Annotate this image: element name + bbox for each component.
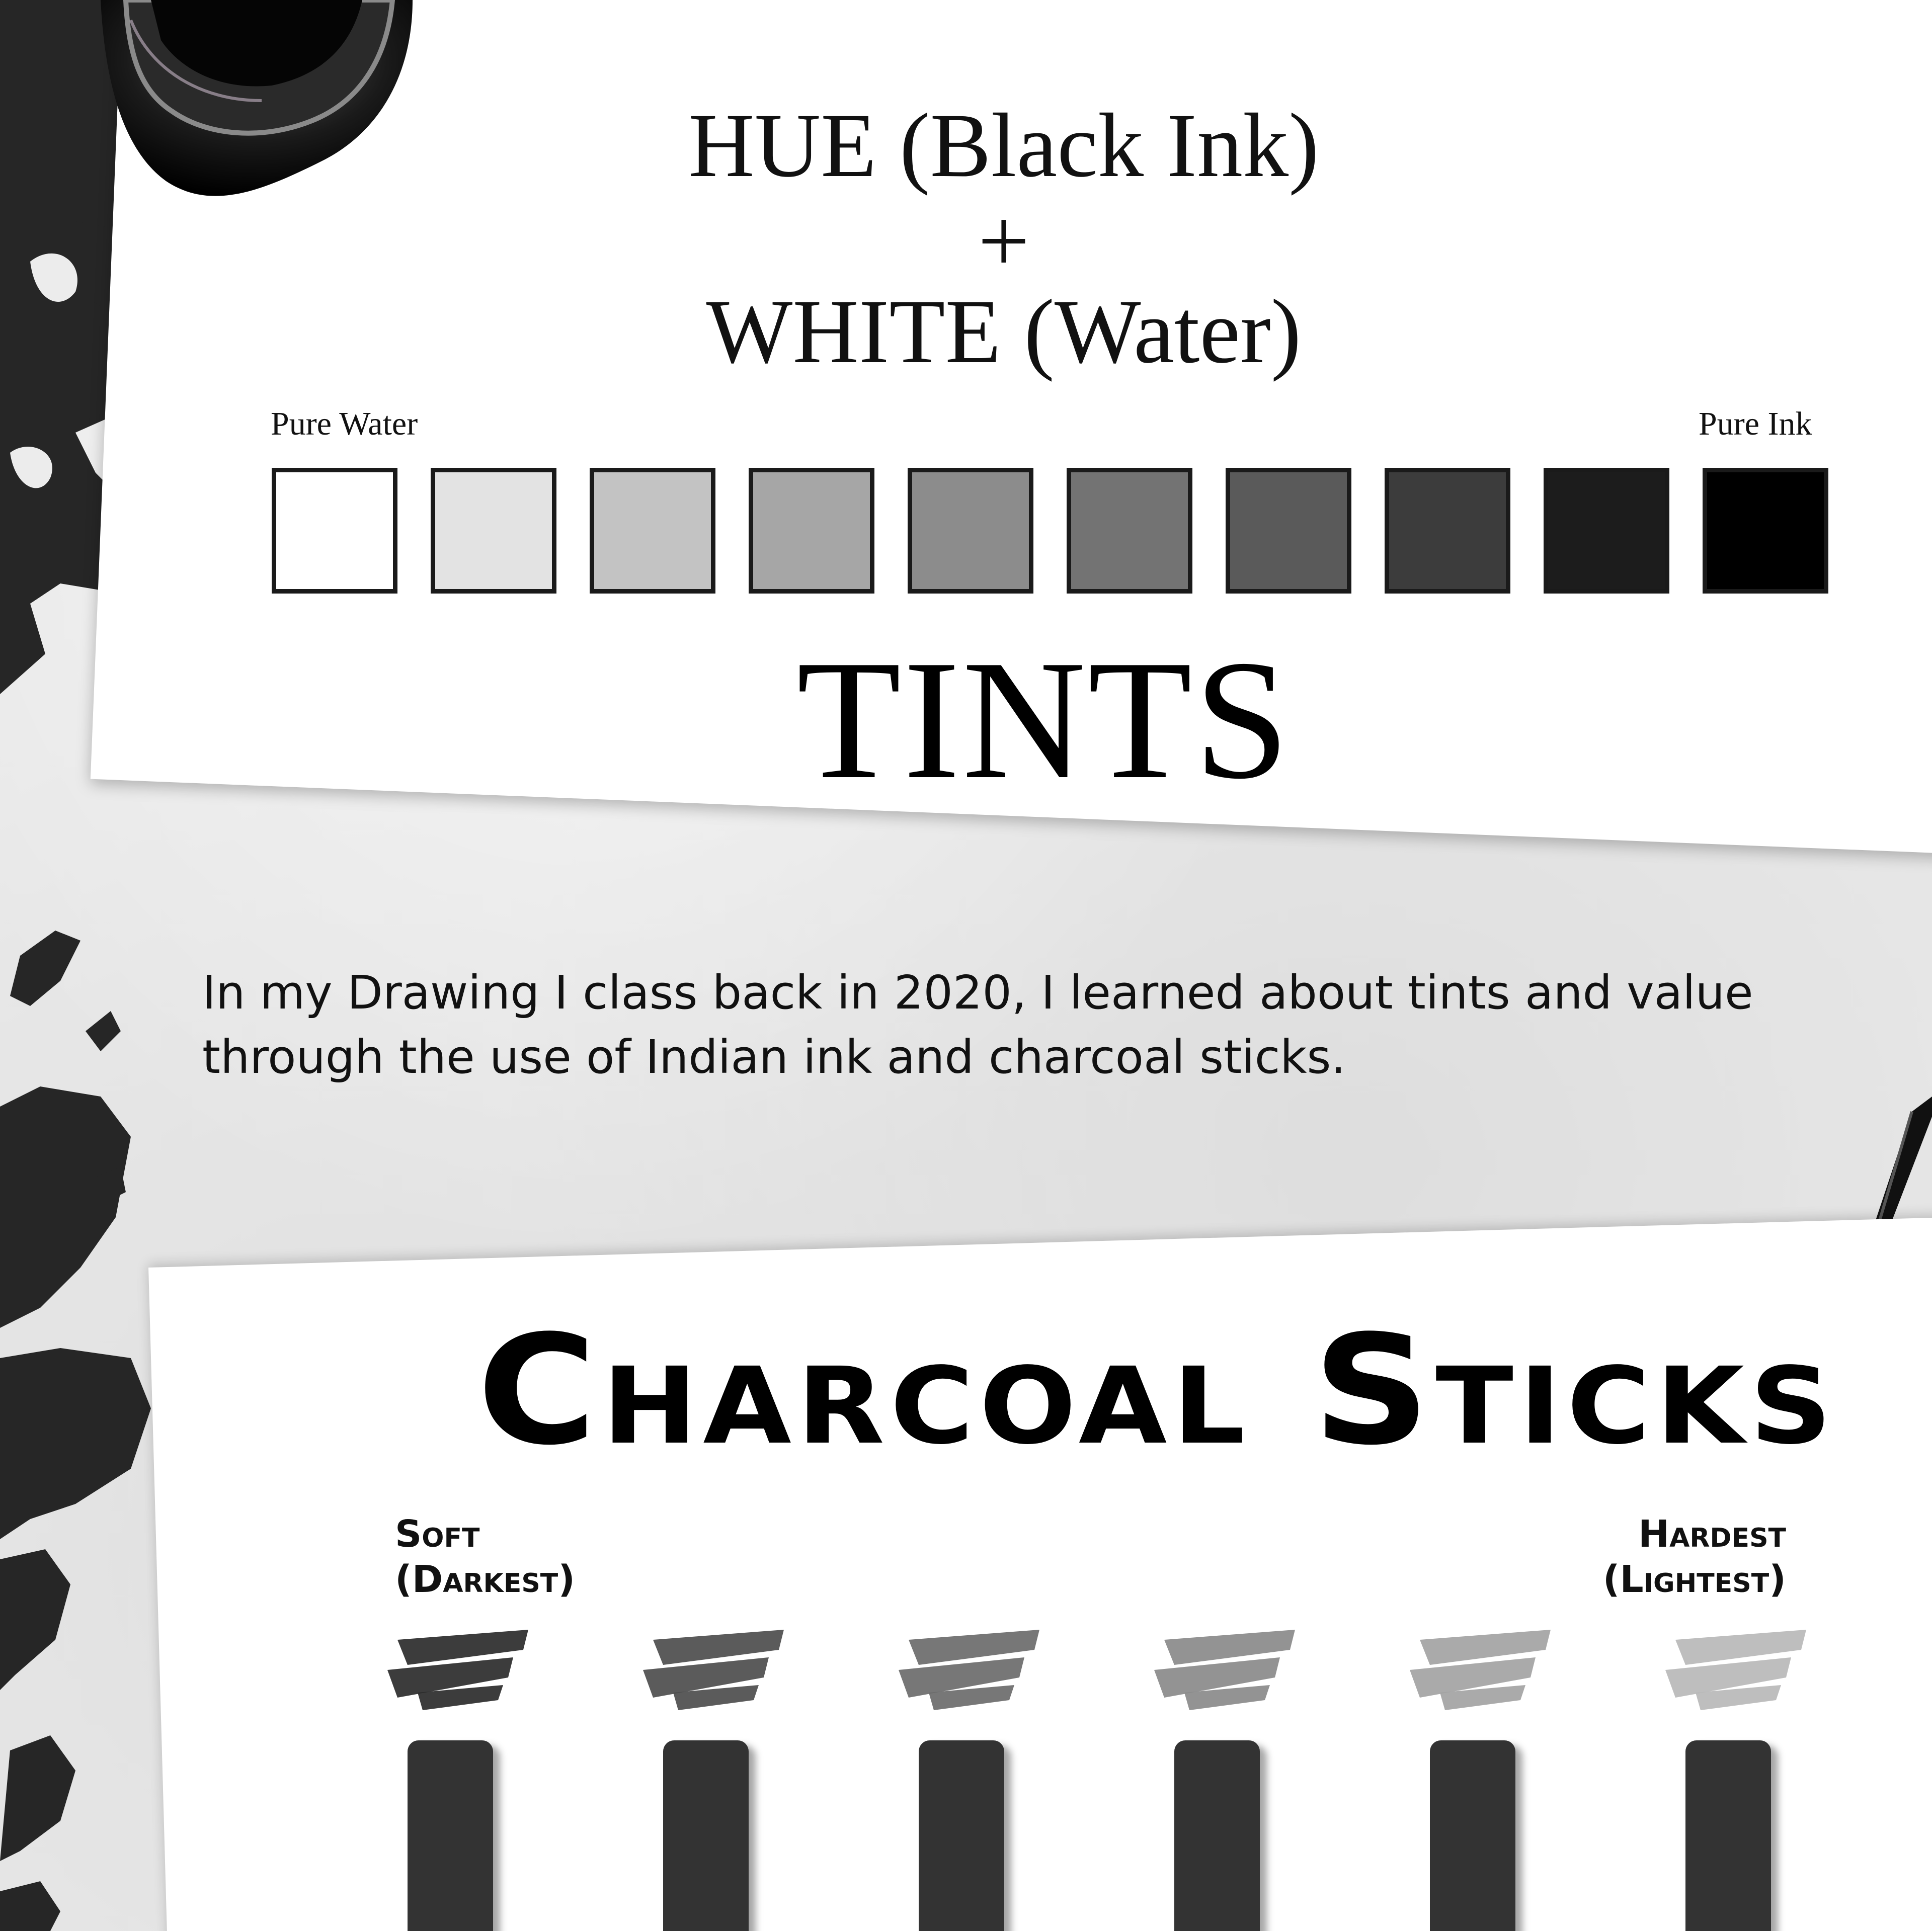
charcoal-stick: [408, 1740, 493, 1931]
tint-swatch: [1385, 468, 1510, 594]
tint-swatch: [1067, 468, 1192, 594]
tint-swatch: [590, 468, 715, 594]
charcoal-smudge: [1665, 1630, 1806, 1710]
charcoal-smudge: [1410, 1630, 1551, 1710]
charcoal-smudge: [387, 1630, 528, 1710]
charcoal-smudge: [1154, 1630, 1295, 1710]
charcoal-smudge-row: [0, 1610, 1932, 1730]
tint-swatch: [1544, 468, 1669, 594]
tint-swatch: [1703, 468, 1828, 594]
soft-label: Soft: [395, 1513, 480, 1556]
tint-swatch: [908, 468, 1033, 594]
charcoal-stick: [1430, 1740, 1515, 1931]
hue-title: HUE (Black Ink): [688, 95, 1319, 196]
tint-swatch: [749, 468, 874, 594]
charcoal-stick: [919, 1740, 1004, 1931]
soft-sublabel: (Darkest): [395, 1558, 576, 1601]
ink-jar-image: [0, 0, 453, 251]
charcoal-smudge: [899, 1630, 1039, 1710]
charcoal-stick: [1174, 1740, 1260, 1931]
charcoal-smudge: [643, 1630, 784, 1710]
pure-water-label: Pure Water: [271, 405, 418, 442]
pure-ink-label: Pure Ink: [1699, 405, 1812, 442]
hardest-label: Hardest: [1638, 1513, 1786, 1556]
tint-swatch: [1226, 468, 1351, 594]
charcoal-stick: [1685, 1740, 1771, 1931]
white-title: WHITE (Water): [706, 281, 1302, 382]
charcoal-stick-row: [0, 1740, 1932, 1931]
plus-sign: +: [978, 191, 1030, 292]
charcoal-stick: [663, 1740, 749, 1931]
charcoal-sticks-title: Charcoal Sticks: [477, 1303, 1837, 1478]
tint-swatch: [431, 468, 556, 594]
tints-title: TINTS: [796, 625, 1292, 814]
tint-swatch: [272, 468, 397, 594]
intro-paragraph: In my Drawing I class back in 2020, I learned about tints and value through the use of Indian ink and charcoal sticks.: [202, 966, 1753, 1084]
tint-swatch-row: [272, 468, 1831, 594]
hardest-sublabel: (Lightest): [1602, 1558, 1786, 1601]
